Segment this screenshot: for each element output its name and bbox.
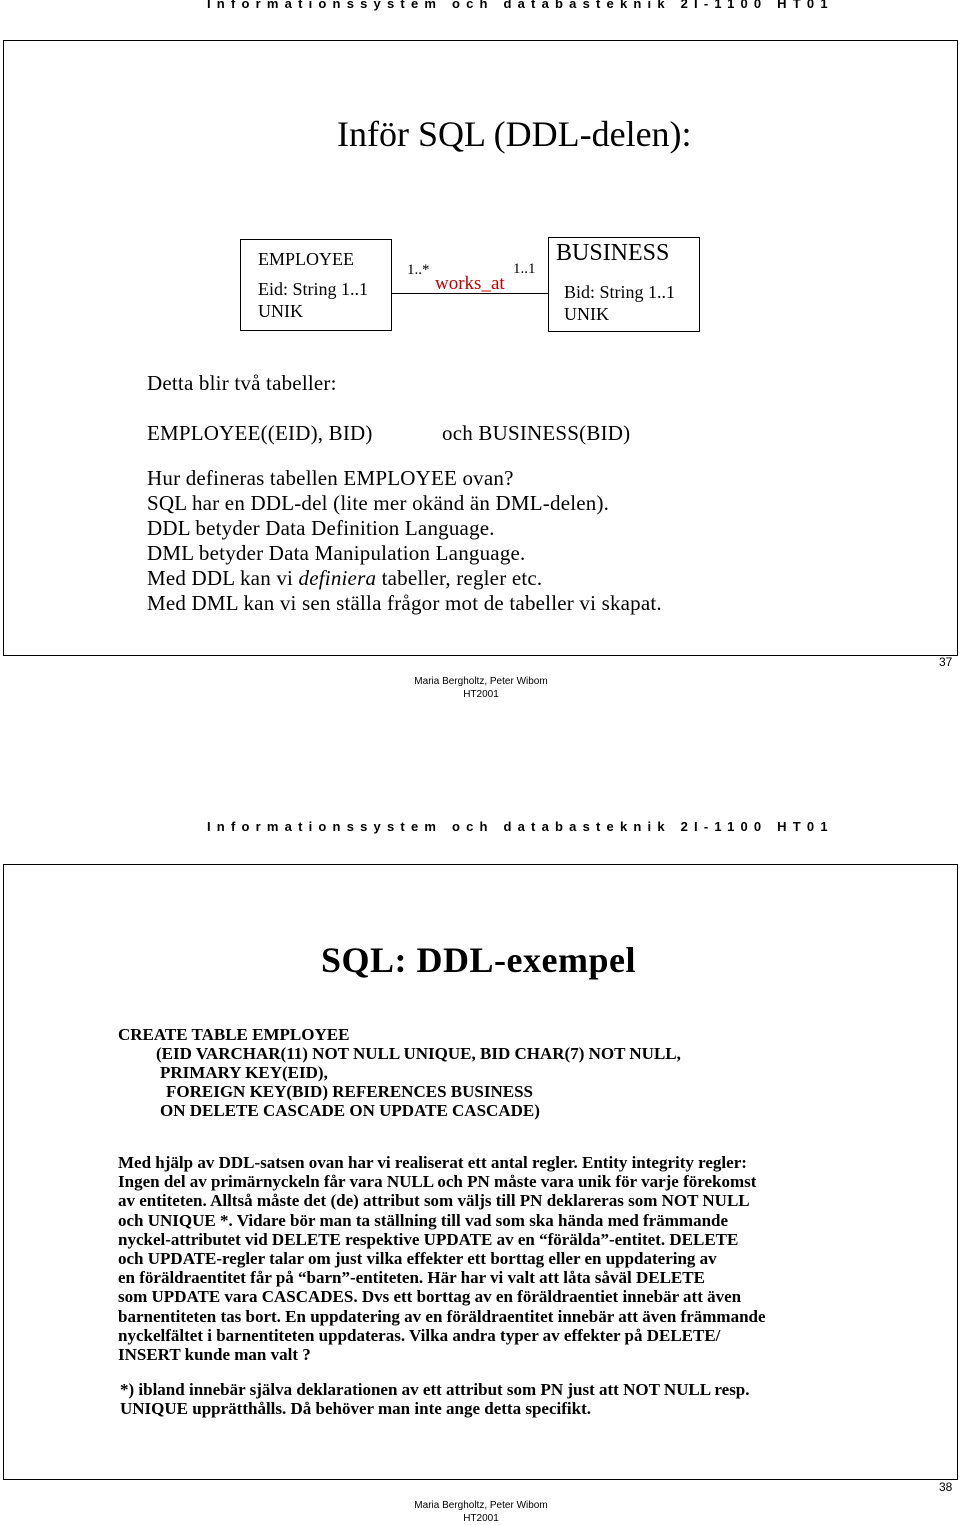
footnote	[120, 1380, 750, 1418]
page-footer	[331, 675, 631, 701]
slide-frame	[3, 40, 958, 656]
text-line: DDL betyder Data Definition Language.	[147, 516, 495, 540]
text-line: nyckelfältet i barnentiteten uppdateras. Vilka andra typer av effekter på DELETE/	[118, 1325, 721, 1345]
entity-attribute: Eid: String 1..1	[258, 279, 369, 299]
explanation-paragraph	[118, 1153, 766, 1364]
slide-title: Inför SQL (DDL-delen):	[337, 114, 692, 154]
text-line: nyckel-attributet vid DELETE respektive UPDATE av en “förälda”-entitet. DELETE	[118, 1229, 739, 1249]
entity-employee	[240, 239, 392, 331]
text-line: Med DML kan vi sen ställa frågor mot de tabeller vi skapat.	[147, 591, 662, 615]
relationship-label: works_at	[435, 273, 505, 294]
text-line: UNIQUE upprätthålls. Då behöver man inte ange detta specifikt.	[120, 1399, 591, 1419]
code-block	[118, 1025, 681, 1120]
text-line: Med DDL kan vi definiera tabeller, regler etc.	[147, 566, 543, 590]
entity-business	[548, 237, 700, 332]
page-footer	[331, 1499, 631, 1525]
code-line: FOREIGN KEY(BID) REFERENCES BUSINESS	[166, 1082, 533, 1101]
text-line: som UPDATE vara CASCADES. Dvs ett borttag av en föräldraentiet innebär att även	[118, 1287, 742, 1307]
entity-constraint: UNIK	[258, 301, 303, 321]
footer-term: HT2001	[463, 1513, 499, 1524]
page-header: Informationssystem och databasteknik 2I-1100 HT01	[207, 819, 834, 834]
code-line: (EID VARCHAR(11) NOT NULL UNIQUE, BID CHAR(7) NOT NULL,	[156, 1044, 681, 1063]
text-line: INSERT kunde man valt ?	[118, 1345, 311, 1365]
entity-name: BUSINESS	[556, 240, 670, 266]
text-line: SQL har en DDL-del (lite mer okänd än DML-delen).	[147, 491, 610, 515]
footer-authors: Maria Bergholtz, Peter Wibom	[414, 1500, 548, 1511]
er-diagram	[240, 237, 700, 332]
entity-attribute: Bid: String 1..1	[564, 282, 676, 302]
text-line: *) ibland innebär själva deklarationen av ett attribut som PN just att NOT NULL resp.	[120, 1380, 750, 1399]
text-line: barnentiteten tas bort. En uppdatering av en föräldraentitet innebär att även främmande	[118, 1306, 766, 1326]
text-line: Med hjälp av DDL-satsen ovan har vi realiserat ett antal regler. Entity integrity regler:	[118, 1153, 747, 1172]
emphasis: definiera	[298, 566, 377, 590]
text-line: och BUSINESS(BID)	[442, 421, 631, 445]
code-line: CREATE TABLE EMPLOYEE	[118, 1025, 350, 1044]
text-line: DML betyder Data Manipulation Language.	[147, 541, 526, 565]
text-line: Ingen del av primärnyckeln får vara NULL och PN måste vara unik för varje förekomst	[118, 1172, 757, 1192]
slide-frame	[3, 864, 958, 1480]
code-line: ON DELETE CASCADE ON UPDATE CASCADE)	[160, 1101, 540, 1120]
multiplicity-right: 1..1	[513, 261, 536, 277]
text-line: av entiteten. Alltså måste det (de) attribut som väljs till PN deklareras som NOT NULL	[118, 1191, 750, 1211]
entity-constraint: UNIK	[564, 304, 609, 324]
footer-term: HT2001	[463, 689, 499, 700]
text-line: EMPLOYEE((EID), BID)	[147, 421, 373, 445]
text-line: och UPDATE-regler talar om just vilka effekter ett borttag eller en uppdatering av	[118, 1249, 717, 1269]
page-number: 38	[939, 1480, 953, 1494]
page-number: 37	[939, 655, 953, 669]
entity-name: EMPLOYEE	[258, 249, 354, 269]
text-line: Detta blir två tabeller:	[147, 371, 337, 395]
multiplicity-left: 1..*	[407, 262, 430, 278]
text-line: en föräldraentitet får på “barn”-entiteten. Här har vi valt att låta såväl DELETE	[118, 1268, 705, 1288]
slide-title: SQL: DDL-exempel	[321, 940, 636, 980]
text-line: och UNIQUE *. Vidare bör man ta ställning till vad som ska hända med främmande	[118, 1210, 729, 1230]
text-line: Hur defineras tabellen EMPLOYEE ovan?	[147, 466, 514, 490]
code-line: PRIMARY KEY(EID),	[160, 1063, 328, 1082]
page-header: Informationssystem och databasteknik 2I-1100 HT01	[207, 0, 834, 11]
footer-authors: Maria Bergholtz, Peter Wibom	[414, 676, 548, 687]
